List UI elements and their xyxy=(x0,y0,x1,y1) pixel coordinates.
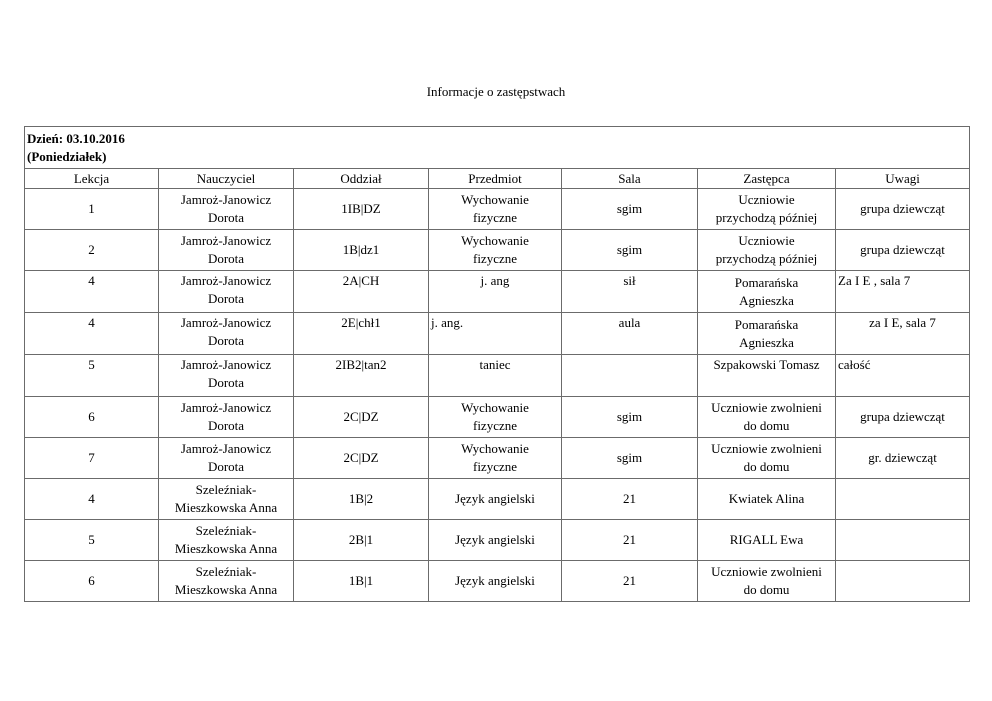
cell-nauczyciel xyxy=(159,438,294,479)
cell-zastepca-line: Kwiatek Alina xyxy=(728,491,805,506)
col-header-zastepca: Zastępca xyxy=(698,169,836,189)
cell-nauczyciel xyxy=(159,230,294,271)
cell-uwagi xyxy=(836,561,970,602)
col-header-przedmiot: Przedmiot xyxy=(429,169,562,189)
cell-zastepca-line: do domu xyxy=(743,582,790,597)
cell-zastepca-line: Agnieszka xyxy=(739,292,794,308)
cell-oddzial: 2B|1 xyxy=(294,520,429,561)
cell-oddzial: 2IB2|tan2 xyxy=(294,355,429,397)
cell-zastepca-line: Uczniowie zwolnieni xyxy=(711,564,822,579)
cell-nauczyciel xyxy=(159,479,294,520)
cell-przedmiot xyxy=(429,397,562,438)
cell-zastepca-line: Agnieszka xyxy=(739,334,794,350)
cell-przedmiot-line: Wychowanie xyxy=(461,441,529,456)
cell-nauczyciel-line: Dorota xyxy=(207,418,245,433)
cell-nauczyciel-line: Jamroż-Janowicz xyxy=(180,400,272,415)
day-header-row xyxy=(25,127,970,169)
cell-sala: sgim xyxy=(562,397,698,438)
cell-nauczyciel xyxy=(159,355,294,397)
cell-przedmiot-line: taniec xyxy=(479,357,511,372)
col-header-oddzial: Oddział xyxy=(294,169,429,189)
cell-nauczyciel-line: Dorota xyxy=(207,375,245,390)
cell-przedmiot-line: Wychowanie xyxy=(461,192,529,207)
cell-nauczyciel-line: Jamroż-Janowicz xyxy=(180,192,272,207)
cell-nauczyciel xyxy=(159,313,294,355)
cell-nauczyciel xyxy=(159,397,294,438)
cell-oddzial: 1B|dz1 xyxy=(294,230,429,271)
cell-lekcja: 2 xyxy=(25,230,159,271)
cell-lekcja: 4 xyxy=(25,479,159,520)
cell-przedmiot xyxy=(429,313,562,355)
cell-nauczyciel-line: Jamroż-Janowicz xyxy=(180,315,272,330)
cell-uwagi: gr. dziewcząt xyxy=(836,438,970,479)
table-row xyxy=(25,189,970,230)
cell-sala: 21 xyxy=(562,561,698,602)
cell-nauczyciel-line: Dorota xyxy=(207,210,245,225)
day-date: Dzień: 03.10.2016 xyxy=(27,131,125,146)
cell-lekcja: 1 xyxy=(25,189,159,230)
cell-zastepca xyxy=(698,397,836,438)
table-row xyxy=(25,271,970,313)
cell-oddzial: 2E|chł1 xyxy=(294,313,429,355)
cell-zastepca-line: Pomarańska xyxy=(734,274,799,290)
cell-zastepca xyxy=(698,438,836,479)
cell-sala: aula xyxy=(562,313,698,355)
cell-przedmiot xyxy=(429,520,562,561)
cell-nauczyciel-line: Szeleźniak- xyxy=(195,564,257,579)
table-row xyxy=(25,520,970,561)
cell-przedmiot-line: fizyczne xyxy=(472,210,518,225)
cell-przedmiot xyxy=(429,271,562,313)
cell-zastepca xyxy=(698,561,836,602)
cell-sala: 21 xyxy=(562,479,698,520)
cell-uwagi: grupa dziewcząt xyxy=(836,230,970,271)
cell-uwagi: grupa dziewcząt xyxy=(836,189,970,230)
cell-nauczyciel-line: Dorota xyxy=(207,291,245,306)
cell-sala: sił xyxy=(562,271,698,313)
cell-nauczyciel-line: Jamroż-Janowicz xyxy=(180,233,272,248)
cell-nauczyciel-line: Jamroż-Janowicz xyxy=(180,357,272,372)
cell-nauczyciel-line: Mieszkowska Anna xyxy=(174,582,278,597)
cell-zastepca-line: przychodzą później xyxy=(715,210,818,225)
column-header-row xyxy=(25,169,970,189)
day-weekday: (Poniedziałek) xyxy=(27,149,107,164)
table-row xyxy=(25,561,970,602)
col-header-nauczyciel: Nauczyciel xyxy=(159,169,294,189)
cell-nauczyciel-line: Jamroż-Janowicz xyxy=(180,441,272,456)
cell-zastepca-line: do domu xyxy=(743,418,790,433)
cell-uwagi: za I E, sala 7 xyxy=(836,313,970,355)
cell-oddzial: 1IB|DZ xyxy=(294,189,429,230)
cell-oddzial: 1B|2 xyxy=(294,479,429,520)
table-row xyxy=(25,313,970,355)
cell-przedmiot-line: fizyczne xyxy=(472,459,518,474)
cell-nauczyciel xyxy=(159,520,294,561)
cell-nauczyciel-line: Szeleźniak- xyxy=(195,482,257,497)
cell-zastepca xyxy=(698,313,836,355)
cell-zastepca-line: RIGALL Ewa xyxy=(729,532,804,547)
cell-uwagi: grupa dziewcząt xyxy=(836,397,970,438)
table-row xyxy=(25,438,970,479)
cell-uwagi: Za I E , sala 7 xyxy=(836,271,970,313)
cell-przedmiot xyxy=(429,561,562,602)
cell-zastepca xyxy=(698,271,836,313)
cell-zastepca-line: Uczniowie xyxy=(738,233,795,248)
cell-nauczyciel xyxy=(159,561,294,602)
cell-uwagi: całość xyxy=(836,355,970,397)
cell-nauczyciel-line: Szeleźniak- xyxy=(195,523,257,538)
day-header-cell xyxy=(25,127,970,169)
cell-zastepca xyxy=(698,355,836,397)
cell-przedmiot xyxy=(429,230,562,271)
cell-zastepca xyxy=(698,520,836,561)
cell-nauczyciel-line: Mieszkowska Anna xyxy=(174,541,278,556)
cell-przedmiot-line: Język angielski xyxy=(455,573,535,588)
table-row xyxy=(25,355,970,397)
cell-oddzial: 1B|1 xyxy=(294,561,429,602)
cell-przedmiot-line: fizyczne xyxy=(472,251,518,266)
cell-sala: sgim xyxy=(562,438,698,479)
cell-przedmiot xyxy=(429,438,562,479)
cell-przedmiot-line: fizyczne xyxy=(472,418,518,433)
cell-zastepca xyxy=(698,230,836,271)
cell-przedmiot xyxy=(429,189,562,230)
cell-nauczyciel-line: Dorota xyxy=(207,251,245,266)
cell-zastepca-line: przychodzą później xyxy=(715,251,818,266)
col-header-lekcja: Lekcja xyxy=(25,169,159,189)
cell-lekcja: 4 xyxy=(25,271,159,313)
cell-nauczyciel-line: Dorota xyxy=(207,459,245,474)
cell-nauczyciel-line: Mieszkowska Anna xyxy=(174,500,278,515)
cell-nauczyciel xyxy=(159,271,294,313)
col-header-uwagi: Uwagi xyxy=(836,169,970,189)
cell-przedmiot xyxy=(429,355,562,397)
cell-przedmiot-line: Język angielski xyxy=(455,532,535,547)
cell-przedmiot-line: Język angielski xyxy=(455,491,535,506)
cell-przedmiot-line: j. ang. xyxy=(431,315,464,330)
cell-zastepca-line: Pomarańska xyxy=(734,316,799,332)
cell-przedmiot-line: Wychowanie xyxy=(461,233,529,248)
cell-sala: 21 xyxy=(562,520,698,561)
cell-nauczyciel xyxy=(159,189,294,230)
cell-zastepca-line: Uczniowie zwolnieni xyxy=(711,441,822,456)
cell-przedmiot-line: Wychowanie xyxy=(461,400,529,415)
table-row xyxy=(25,479,970,520)
cell-uwagi xyxy=(836,479,970,520)
cell-zastepca-line: Szpakowski Tomasz xyxy=(713,357,820,372)
substitutions-table xyxy=(24,126,970,602)
cell-zastepca-line: do domu xyxy=(743,459,790,474)
cell-oddzial: 2C|DZ xyxy=(294,397,429,438)
cell-nauczyciel-line: Dorota xyxy=(207,333,245,348)
cell-lekcja: 6 xyxy=(25,561,159,602)
cell-uwagi xyxy=(836,520,970,561)
col-header-sala: Sala xyxy=(562,169,698,189)
table-row xyxy=(25,230,970,271)
cell-przedmiot xyxy=(429,479,562,520)
cell-lekcja: 4 xyxy=(25,313,159,355)
cell-sala: sgim xyxy=(562,230,698,271)
cell-zastepca xyxy=(698,189,836,230)
table-row xyxy=(25,397,970,438)
cell-lekcja: 7 xyxy=(25,438,159,479)
page-title: Informacje o zastępstwach xyxy=(426,84,566,99)
cell-lekcja: 5 xyxy=(25,520,159,561)
cell-zastepca xyxy=(698,479,836,520)
cell-oddzial: 2A|CH xyxy=(294,271,429,313)
cell-zastepca-line: Uczniowie xyxy=(738,192,795,207)
cell-lekcja: 6 xyxy=(25,397,159,438)
cell-oddzial: 2C|DZ xyxy=(294,438,429,479)
cell-zastepca-line: Uczniowie zwolnieni xyxy=(711,400,822,415)
cell-sala xyxy=(562,355,698,397)
cell-lekcja: 5 xyxy=(25,355,159,397)
cell-sala: sgim xyxy=(562,189,698,230)
cell-nauczyciel-line: Jamroż-Janowicz xyxy=(180,273,272,288)
cell-przedmiot-line: j. ang xyxy=(480,273,510,288)
